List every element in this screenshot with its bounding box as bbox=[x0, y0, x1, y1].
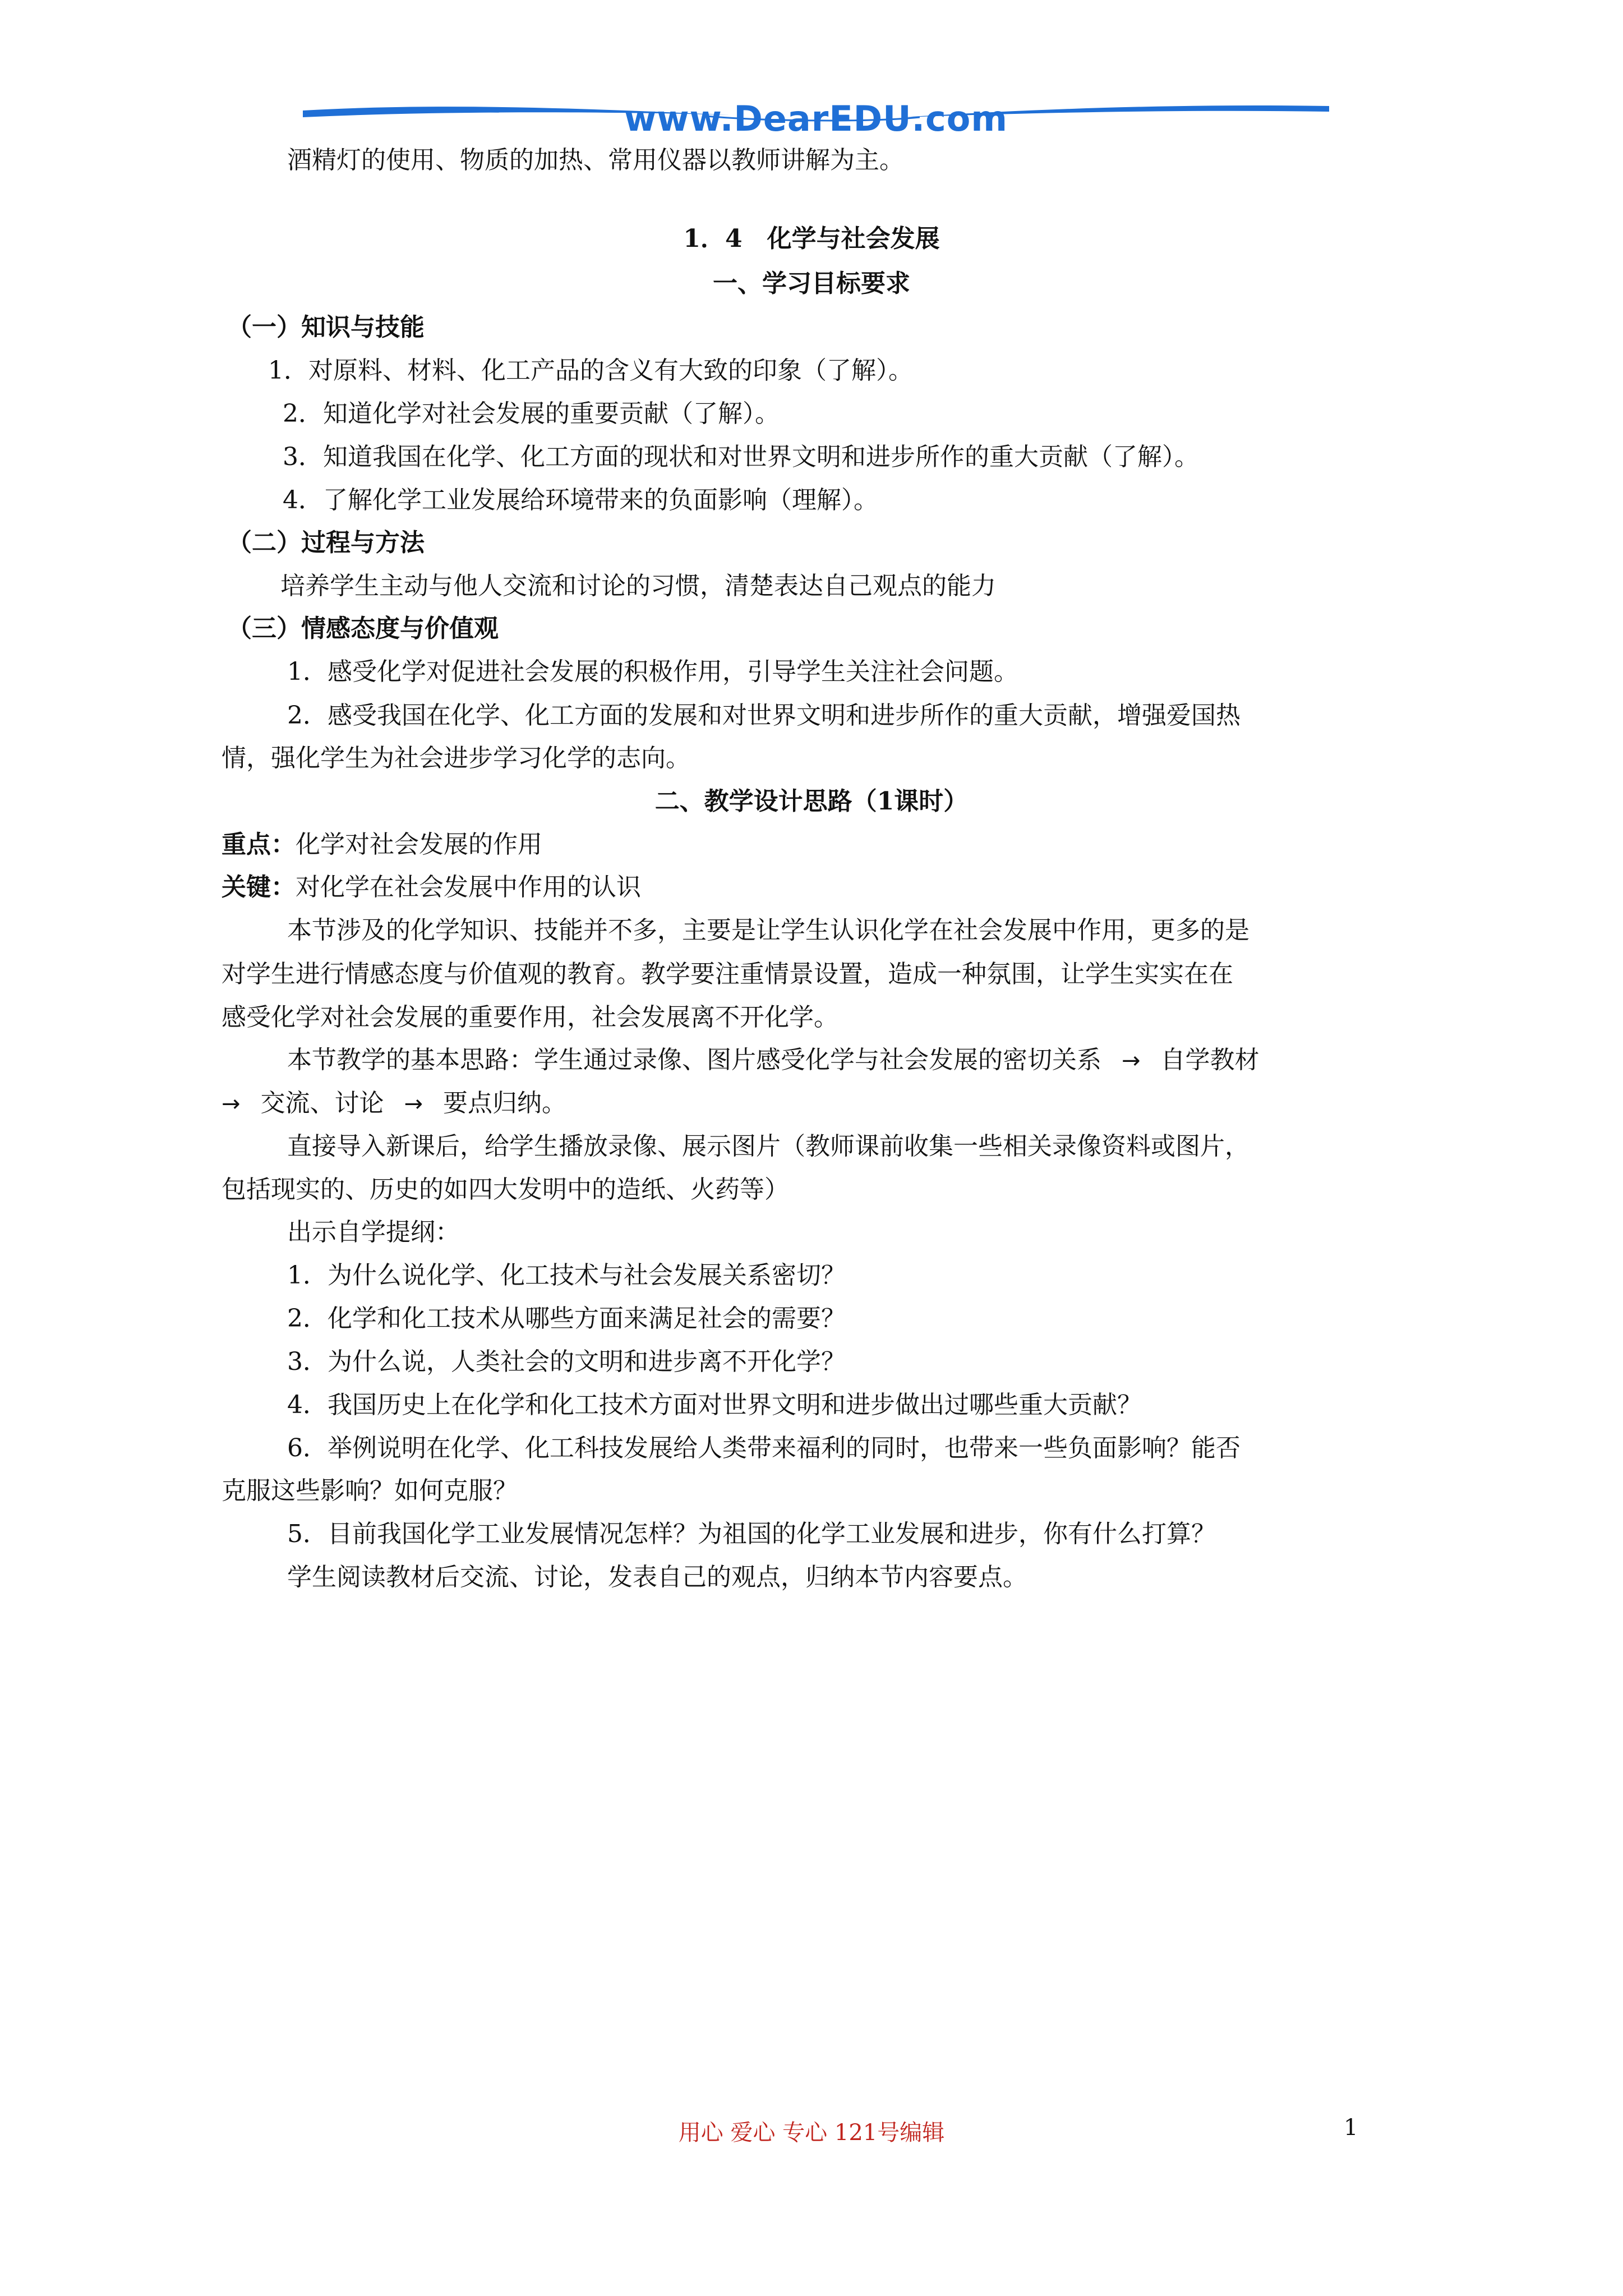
thinking-step: 自学教材 bbox=[1160, 1046, 1260, 1074]
paragraph-line: 包括现实的、历史的如四大发明中的造纸、火药等） bbox=[222, 1175, 789, 1204]
intro-line: 酒精灯的使用、物质的加热、常用仪器以教师讲解为主。 bbox=[287, 146, 904, 174]
section-title: 1．4 化学与社会发展 bbox=[683, 224, 940, 253]
question-item: 2．化学和化工技术从哪些方面来满足社会的需要？ bbox=[287, 1304, 846, 1333]
arrow-icon: → bbox=[1122, 1048, 1141, 1074]
footer-text: 用心 爱心 专心 121号编辑 bbox=[678, 2120, 945, 2146]
knowledge-item: 4．了解化学工业发展给环境带来的负面影响（理解）。 bbox=[283, 486, 878, 514]
question-item: 6．举例说明在化学、化工科技发展给人类带来福利的同时，也带来一些负面影响？能否 bbox=[287, 1434, 1241, 1462]
key-point-text: 化学对社会发展的作用 bbox=[296, 830, 542, 859]
outline-heading: 出示自学提纲： bbox=[287, 1218, 460, 1246]
closing-line: 学生阅读教材后交流、讨论，发表自己的观点，归纳本节内容要点。 bbox=[287, 1563, 1027, 1591]
knowledge-item: 1．对原料、材料、化工产品的含义有大致的印象（了解）。 bbox=[268, 356, 913, 385]
key-label: 关键： bbox=[222, 873, 296, 901]
emotion-heading: （三）情感态度与价值观 bbox=[227, 614, 499, 643]
paragraph-line: 本节涉及的化学知识、技能并不多，主要是让学生认识化学在社会发展中作用，更多的是 bbox=[287, 916, 1249, 945]
emotion-item: 2．感受我国在化学、化工方面的发展和对世界文明和进步所作的重大贡献，增强爱国热 bbox=[287, 701, 1241, 730]
site-logo: www.DearEDU.com bbox=[624, 98, 1008, 139]
thinking-line-continued bbox=[222, 1088, 566, 1120]
thinking-text: 本节教学的基本思路：学生通过录像、图片感受化学与社会发展的密切关系 bbox=[287, 1046, 1101, 1074]
question-item-continued: 克服这些影响？如何克服？ bbox=[222, 1476, 518, 1505]
paragraph-line: 直接导入新课后，给学生播放录像、展示图片（教师课前收集一些相关录像资料或图片， bbox=[287, 1132, 1249, 1161]
thinking-line bbox=[287, 1045, 1260, 1076]
part2-title: 二、教学设计思路（1课时） bbox=[654, 787, 969, 816]
process-heading: （二）过程与方法 bbox=[227, 528, 425, 557]
arrow-icon: → bbox=[404, 1091, 423, 1117]
knowledge-item: 2．知道化学对社会发展的重要贡献（了解）。 bbox=[283, 399, 780, 428]
part1-title: 一、学习目标要求 bbox=[713, 269, 910, 298]
process-text: 培养学生主动与他人交流和讨论的习惯，清楚表达自己观点的能力 bbox=[280, 572, 996, 600]
page-number: 1 bbox=[1344, 2115, 1358, 2141]
paragraph-line: 对学生进行情感态度与价值观的教育。教学要注重情景设置，造成一种氛围，让学生实实在在 bbox=[222, 960, 1233, 988]
question-item: 5．目前我国化学工业发展情况怎样？为祖国的化学工业发展和进步，你有什么打算？ bbox=[287, 1520, 1216, 1548]
paragraph-line: 感受化学对社会发展的重要作用，社会发展离不开化学。 bbox=[222, 1003, 838, 1032]
thinking-step: 交流、讨论 bbox=[260, 1089, 384, 1117]
question-item: 4．我国历史上在化学和化工技术方面对世界文明和进步做出过哪些重大贡献？ bbox=[287, 1391, 1142, 1419]
emotion-item: 1．感受化学对促进社会发展的积极作用，引导学生关注社会问题。 bbox=[287, 657, 1018, 686]
knowledge-heading: （一）知识与技能 bbox=[227, 313, 425, 342]
arrow-icon: → bbox=[222, 1091, 241, 1117]
header-banner bbox=[303, 98, 1329, 143]
key-text: 对化学在社会发展中作用的认识 bbox=[296, 873, 641, 901]
knowledge-item: 3．知道我国在化学、化工方面的现状和对世界文明和进步所作的重大贡献（了解）。 bbox=[283, 443, 1199, 471]
key-point-label: 重点： bbox=[222, 830, 296, 859]
question-item: 1．为什么说化学、化工技术与社会发展关系密切？ bbox=[287, 1261, 846, 1290]
question-item: 3．为什么说，人类社会的文明和进步离不开化学？ bbox=[287, 1347, 846, 1376]
thinking-step: 要点归纳。 bbox=[443, 1089, 567, 1117]
key-point-line bbox=[222, 829, 542, 861]
key-line bbox=[222, 872, 641, 903]
emotion-item-continued: 情，强化学生为社会进步学习化学的志向。 bbox=[222, 744, 690, 772]
